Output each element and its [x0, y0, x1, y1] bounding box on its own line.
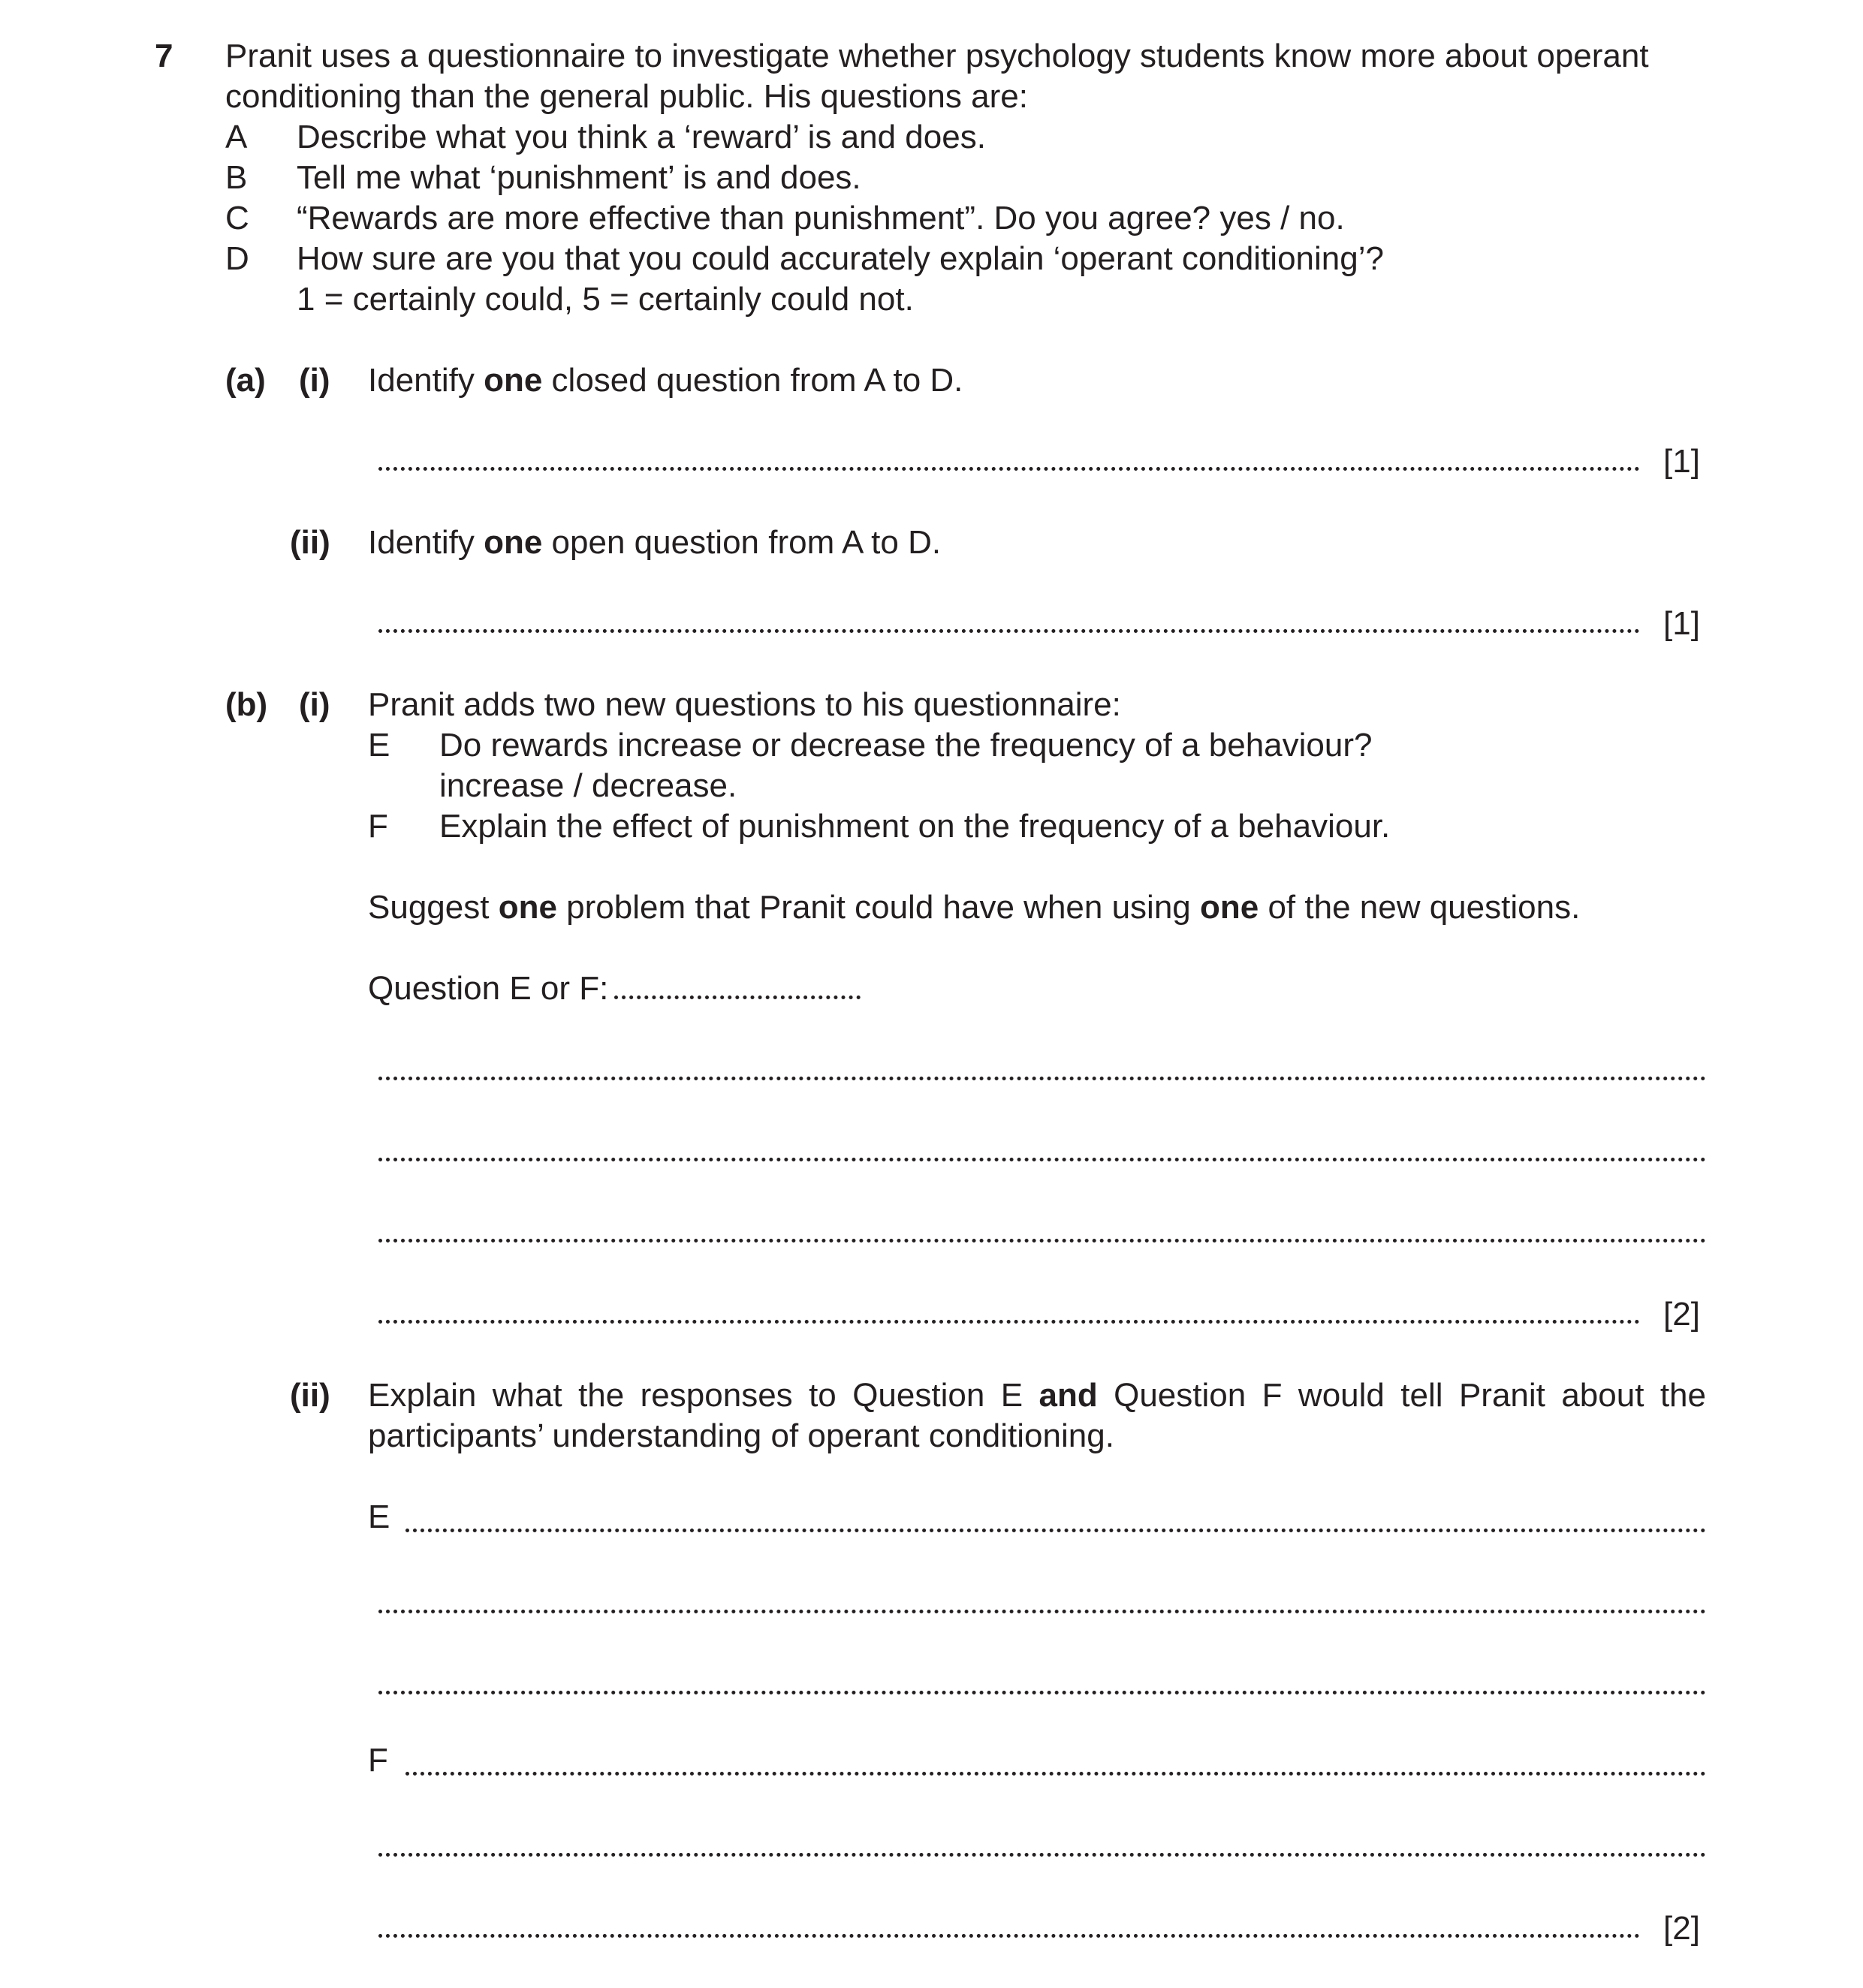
word: Explain	[368, 1377, 477, 1414]
answer-line-b-ii-e-2[interactable]	[378, 1610, 1706, 1613]
answer-line-b-i-2[interactable]	[378, 1158, 1706, 1161]
part-a-i-prompt	[368, 360, 963, 401]
question-e-or-f-row	[368, 968, 861, 1009]
part-b-i-intro: Pranit adds two new questions to his questionnaire:	[368, 686, 1121, 723]
item-text-c: “Rewards are more effective than punishment”. Do you agree? yes / no.	[297, 200, 1345, 236]
part-a-ii-prompt-pre: Identify	[368, 524, 484, 561]
part-a-ii-label: (ii)	[290, 524, 330, 561]
suggest-bold-1: one	[498, 889, 557, 926]
new-question-f-line1: Explain the effect of punishment on the frequency of a behaviour.	[439, 808, 1391, 845]
answer-line-b-ii-f-1[interactable]	[405, 1772, 1706, 1776]
answer-line-b-ii-f-3[interactable]	[378, 1934, 1640, 1938]
word: what	[492, 1377, 562, 1414]
answer-line-b-i-3[interactable]	[378, 1239, 1706, 1242]
suggest-mid: problem that Pranit could have when using	[556, 889, 1200, 926]
suggest-pre: Suggest	[368, 889, 499, 926]
word: Question	[1114, 1377, 1247, 1414]
part-b-label: (b)	[225, 686, 268, 723]
answer-line-b-i-1[interactable]	[378, 1077, 1706, 1080]
item-text-b: Tell me what ‘punishment’ is and does.	[297, 159, 861, 196]
question-e-or-f-answer[interactable]	[614, 996, 861, 999]
part-b-ii-prompt-line1	[368, 1375, 1706, 1416]
question-stem-line1: Pranit uses a questionnaire to investigate whether psychology students know more about operant	[225, 38, 1649, 74]
answer-line-b-ii-e-3[interactable]	[378, 1691, 1706, 1694]
item-letter-c: C	[225, 200, 249, 236]
suggest-bold-2: one	[1200, 889, 1259, 926]
word: would	[1298, 1377, 1385, 1414]
word: F	[1262, 1377, 1283, 1414]
word: the	[578, 1377, 625, 1414]
mark-a-ii: [1]	[1663, 605, 1700, 642]
part-a-i-prompt-bold: one	[484, 362, 543, 399]
part-b-i-suggest-prompt	[368, 887, 1580, 928]
part-b-ii-label: (ii)	[290, 1377, 330, 1414]
part-a-i-prompt-pre: Identify	[368, 362, 484, 399]
item-letter-a: A	[225, 119, 248, 155]
word: tell	[1400, 1377, 1443, 1414]
word: to	[809, 1377, 837, 1414]
word: Pranit	[1458, 1377, 1545, 1414]
answer-line-a-i[interactable]	[378, 467, 1640, 471]
part-a-i-prompt-post: closed question from A to D.	[542, 362, 963, 399]
new-question-e-line2: increase / decrease.	[439, 767, 737, 804]
answer-line-b-i-4[interactable]	[378, 1320, 1640, 1324]
word: about	[1561, 1377, 1644, 1414]
answer-label-e: E	[368, 1499, 390, 1535]
word: E	[1000, 1377, 1023, 1414]
answer-label-f: F	[368, 1742, 388, 1779]
new-question-e-line1: Do rewards increase or decrease the frequency of a behaviour?	[439, 727, 1373, 764]
word: responses	[640, 1377, 793, 1414]
new-question-f-letter: F	[368, 808, 388, 845]
word: Question	[852, 1377, 985, 1414]
mark-b-ii: [2]	[1663, 1910, 1700, 1947]
word: the	[1660, 1377, 1706, 1414]
part-a-ii-prompt-post: open question from A to D.	[542, 524, 942, 561]
answer-line-b-ii-e-1[interactable]	[405, 1529, 1706, 1532]
mark-a-i: [1]	[1663, 443, 1700, 480]
part-a-label: (a)	[225, 362, 266, 399]
part-b-i-label: (i)	[299, 686, 330, 723]
question-e-or-f-label: Question E or F:	[368, 970, 609, 1007]
new-question-e-letter: E	[368, 727, 390, 764]
answer-line-b-ii-f-2[interactable]	[378, 1853, 1706, 1857]
item-letter-b: B	[225, 159, 248, 196]
question-stem-line2: conditioning than the general public. His questions are:	[225, 78, 1028, 115]
question-number: 7	[155, 38, 173, 74]
item-text-d-line2: 1 = certainly could, 5 = certainly could not.	[297, 281, 914, 318]
item-text-a: Describe what you think a ‘reward’ is and does.	[297, 119, 986, 155]
item-text-d: How sure are you that you could accurately explain ‘operant conditioning’?	[297, 240, 1384, 277]
part-a-ii-prompt	[368, 523, 941, 563]
answer-line-a-ii[interactable]	[378, 629, 1640, 633]
part-b-ii-prompt-line2: participants’ understanding of operant conditioning.	[368, 1417, 1114, 1454]
part-a-i-label: (i)	[299, 362, 330, 399]
word-bold: and	[1039, 1377, 1098, 1414]
part-a-ii-prompt-bold: one	[484, 524, 543, 561]
suggest-post: of the new questions.	[1259, 889, 1581, 926]
item-letter-d: D	[225, 240, 249, 277]
mark-b-i: [2]	[1663, 1296, 1700, 1333]
